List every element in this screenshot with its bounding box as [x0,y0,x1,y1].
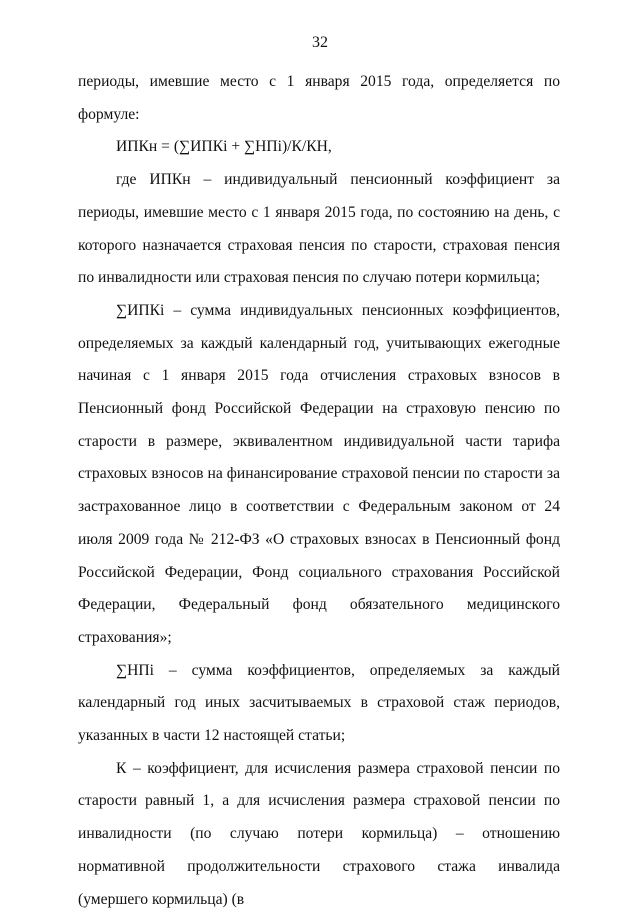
paragraph-continuation: периоды, имевшие место с 1 января 2015 года, определяется по формуле: [78,73,560,123]
document-body [78,66,560,916]
paragraph-ipkn-definition: где ИПКн – индивидуальный пенсионный коэффициент за периоды, имевшие место с 1 января 2015 года, по состоянию на день, с которого назначается страховая пенсия по старости, страховая пенсия по инвалидности или страховая пенсия по случаю потери кормильца; [78,171,560,287]
formula: ИПКн = (∑ИПКi + ∑НПi)/К/КН, [116,138,332,156]
paragraph-sum-ipki-definition: ∑ИПКi – сумма индивидуальных пенсионных коэффициентов, определяемых за каждый календарный год, учитывающих ежегодные начиная с 1 января 2015 года отчисления страховых взносов в Пенсионный фонд Российской Федерации на страховую пенсию по старости в размере, эквивалентном индивидуальной части тарифа страховых взносов на финансирование страховой пенсии по старости за застрахованное лицо в соответствии с Федеральным законом от 24 июля 2009 года № 212-ФЗ «О страховых взносах в Пенсионный фонд Российской Федерации, Фонд социального страхования Российской Федерации, Федеральный фонд обязательного медицинского страхования»; [78,301,560,646]
paragraph-k-definition: К – коэффициент, для исчисления размера страховой пенсии по старости равный 1, а для исчисления размера страховой пенсии по инвалидности (по случаю потери кормильца) – отношению нормативной продолжительности страхового стажа инвалида (умершего кормильца) (в [78,759,560,908]
paragraph-sum-npi-definition: ∑НПi – сумма коэффициентов, определяемых за каждый календарный год иных засчитываемых в страховой стаж периодов, указанных в части 12 настоящей статьи; [78,661,560,745]
page-number: 32 [312,34,328,51]
